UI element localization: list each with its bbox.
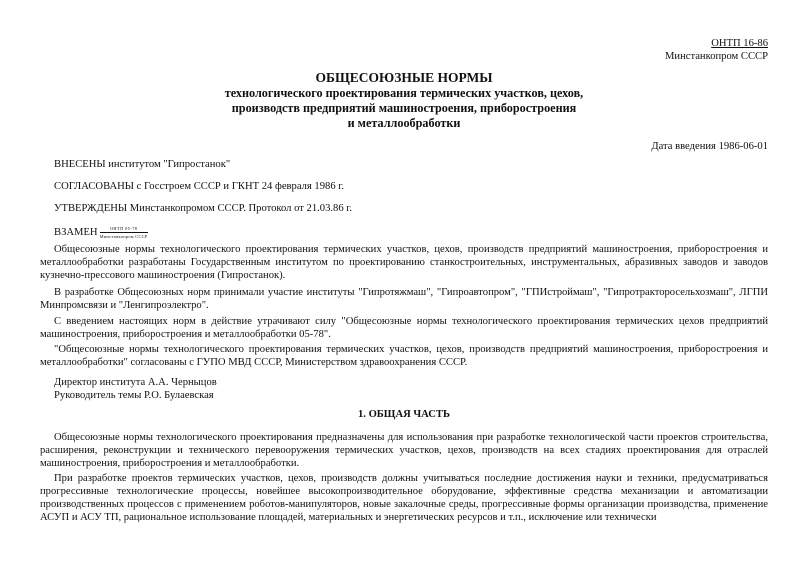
introduced-by: ВНЕСЕНЫ институтом "Гипростанок" — [54, 159, 231, 170]
paragraph-participants: В разработке Общесоюзных норм принимали участие институты "Гипротяжмаш", "Гипроавтопром", "ГПИстроймаш", "Гипротракторосельхозмаш", ЛГПИ Минпромсвязи и "Ленгипроэлектро". — [40, 287, 768, 311]
paragraph-developer: Общесоюзные нормы технологического проектирования термических участков, цехов, производств предприятий машиностроения, приборостроения и металлообработки разработаны Государственным институтом по проектированию станкостроительных, инструментальных, абразивных заводов и заводов кузнечно-прессового машиностроения (Гипростанок). — [40, 244, 768, 281]
section-paragraph-1: Общесоюзные нормы технологического проектирования предназначены для использования при разработке технологической части проектов строительства, расширения, реконструкции и технического перевооружения термических участков, цехов, производств на всех стадиях проектирования для отраслей машиностроения, приборостроения и металлообработки. — [40, 432, 768, 469]
paragraph-agreements: "Общесоюзные нормы технологического проектирования термических участков, цехов, производств предприятий машиностроения, приборостроения и металлообработки" согласованы с ГУПО МВД СССР, Министерством здравоохранения СССР. — [40, 344, 768, 368]
section-paragraph-2: При разработке проектов термических участков, цехов, производств должны учитываться последние достижения науки и техники, предусматриваться прогрессивные технологические процессы, новейшее высокопроизводительное оборудование, эффективные средства механизации и автоматизации производственных процессов с применением роботов-манипуляторов, новые закалочные среды, прогрессивные формы организации производства, применение АСУП и АСУ ТП, рациональное использование площадей, материальных и энергетических ресурсов и т.п., исключение или технически — [40, 473, 768, 523]
document-code-block — [665, 37, 768, 63]
replaces-label: ВЗАМЕН — [54, 227, 98, 238]
title-line-1: ОБЩЕСОЮЗНЫЕ НОРМЫ — [315, 70, 493, 85]
paragraph-supersedes: С введением настоящих норм в действие утрачивают силу "Общесоюзные нормы технологического проектирования термических цехов предприятий машиностроения, приборостроения и металлообработки 05-78". — [40, 316, 768, 340]
replaces-numerator: ОНТП 05-78 — [100, 226, 148, 233]
document-code: ОНТП 16-86 — [711, 38, 768, 49]
lead-signature: Руководитель темы Р.О. Булаевская — [54, 390, 214, 401]
replaces-denominator: Минстанкопром СССР — [99, 234, 148, 239]
document-page — [40, 0, 768, 571]
replaces-fraction — [100, 226, 148, 239]
agreed-with: СОГЛАСОВАНЫ с Госстроем СССР и ГКНТ 24 февраля 1986 г. — [54, 181, 345, 192]
title-line-3: производств предприятий машиностроения, приборостроения — [231, 101, 577, 115]
title-line-2: технологического проектирования термических участков, цехов, — [224, 86, 584, 100]
section-heading: 1. ОБЩАЯ ЧАСТЬ — [357, 409, 451, 420]
document-title — [40, 70, 768, 131]
issuing-ministry: Минстанкопром СССР — [665, 51, 768, 62]
introduction-date: Дата введения 1986-06-01 — [651, 141, 768, 152]
replaces-block — [54, 226, 148, 239]
director-signature: Директор института А.А. Черныцов — [54, 377, 217, 388]
approved-by: УТВЕРЖДЕНЫ Минстанкопромом СССР. Протокол от 21.03.86 г. — [54, 203, 353, 214]
title-line-4: и металлообработки — [347, 116, 461, 130]
